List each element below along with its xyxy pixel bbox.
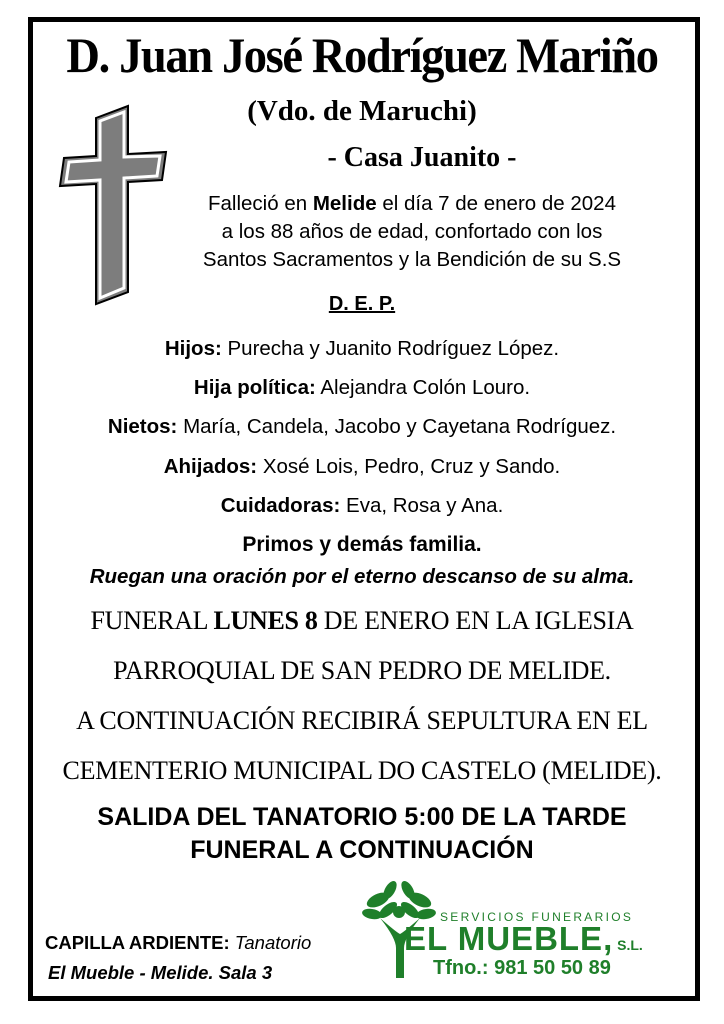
departure-info [0,801,724,867]
funeral-line-3: A CONTINUACIÓN RECIBIRÁ SEPULTURA EN EL [76,706,648,735]
prayer-request: Ruegan una oración por el eterno descanso de su alma. [89,565,635,588]
family-cuidadoras: Cuidadoras: Eva, Rosa y Ana. [220,494,504,517]
departure-line-2: FUNERAL A CONTINUACIÓN [190,836,534,864]
family-hija-politica: Hija política: Alejandra Colón Louro. [193,376,531,399]
cross-icon [58,104,168,306]
departure-line-1: SALIDA DEL TANATORIO 5:00 DE LA TARDE [97,803,627,831]
family-hijos: Hijos: Purecha y Juanito Rodríguez López. [164,337,560,360]
primos-line: Primos y demás familia. [242,533,482,556]
logo-brand: EL MUEBLE, S.L. [404,920,643,957]
chapel-info [45,928,311,988]
death-line-1: Falleció en Melide el día 7 de enero de 2024 [207,192,616,215]
death-line-3: Santos Sacramentos y la Bendición de su S.S [202,248,622,271]
widow-of: (Vdo. de Maruchi) [247,95,477,127]
death-details [190,190,634,274]
family-ahijados: Ahijados: Xosé Lois, Pedro, Cruz y Sando. [163,455,561,478]
funeral-line-4: CEMENTERIO MUNICIPAL DO CASTELO (MELIDE). [62,756,662,785]
logo-phone: Tfno.: 981 50 50 89 [433,957,611,979]
nickname: - Casa Juanito - [327,142,517,173]
deceased-name: D. Juan José Rodríguez Mariño [66,27,658,83]
logo-tagline: SERVICIOS FUNERARIOS [440,910,634,924]
death-place: Melide [312,192,377,215]
chapel-line-2: El Mueble - Melide. Sala 3 [48,962,273,983]
dep: D. E. P. [328,293,396,315]
death-line-2: a los 88 años de edad, confortado con los [221,220,603,243]
chapel-line-1: CAPILLA ARDIENTE: Tanatorio [45,932,312,953]
family-nietos: Nietos: María, Candela, Jacobo y Cayetana Rodríguez. [107,415,617,438]
funeral-line-2: PARROQUIAL DE SAN PEDRO DE MELIDE. [113,656,611,685]
funeral-line-1: FUNERAL LUNES 8 DE ENERO EN LA IGLESIA [90,606,634,635]
